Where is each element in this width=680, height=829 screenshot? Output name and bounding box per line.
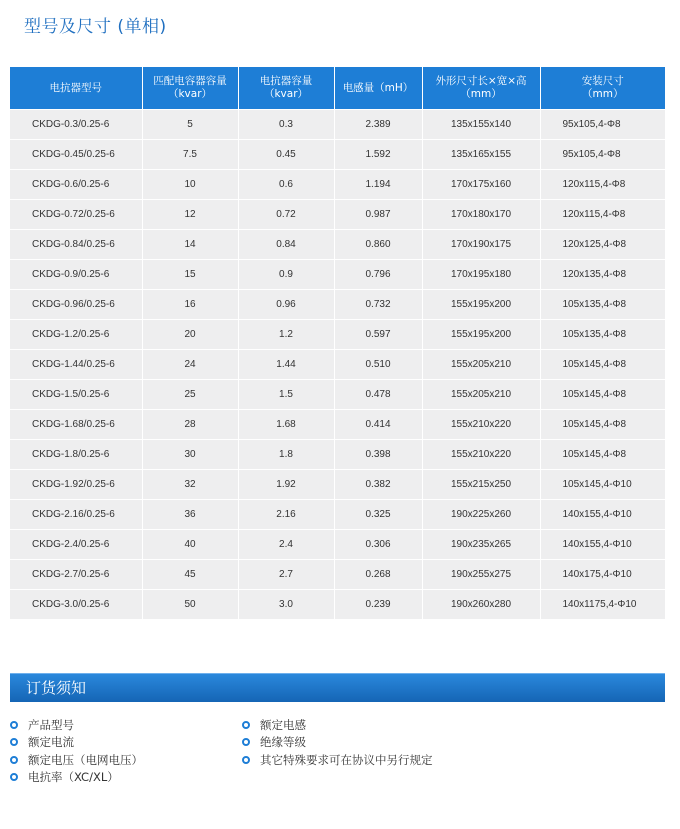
- bullet-icon: [10, 756, 18, 764]
- table-cell: 0.96: [238, 290, 334, 320]
- table-cell: 50: [142, 590, 238, 620]
- list-item: [242, 716, 433, 734]
- table-cell: 95x105,4-Φ8: [540, 110, 665, 140]
- table-row: [10, 320, 665, 350]
- table-cell: 2.16: [238, 500, 334, 530]
- table-cell: CKDG-1.2/0.25-6: [10, 320, 142, 350]
- column-header: [422, 67, 540, 110]
- table-cell: 15: [142, 260, 238, 290]
- table-cell: 0.478: [334, 380, 422, 410]
- list-item: [10, 751, 143, 769]
- table-cell: 40: [142, 530, 238, 560]
- table-cell: 1.68: [238, 410, 334, 440]
- table-cell: CKDG-2.7/0.25-6: [10, 560, 142, 590]
- list-item: [242, 751, 433, 769]
- table-cell: 120x125,4-Φ8: [540, 230, 665, 260]
- table-row: [10, 590, 665, 620]
- table-cell: 105x135,4-Φ8: [540, 320, 665, 350]
- table-cell: 36: [142, 500, 238, 530]
- table-cell: CKDG-0.6/0.25-6: [10, 170, 142, 200]
- column-header-label: 外形尺寸长×宽×高: [435, 75, 527, 87]
- table-cell: 140x1175,4-Φ10: [540, 590, 665, 620]
- table-cell: CKDG-1.44/0.25-6: [10, 350, 142, 380]
- spec-table: [10, 67, 665, 619]
- table-row: [10, 260, 665, 290]
- table-cell: 105x145,4-Φ8: [540, 380, 665, 410]
- table-cell: 0.72: [238, 200, 334, 230]
- column-header-label: 电抗器容量: [259, 75, 313, 87]
- table-cell: 1.92: [238, 470, 334, 500]
- table-cell: 10: [142, 170, 238, 200]
- table-row: [10, 140, 665, 170]
- column-header-label: 电感量（mH）: [342, 81, 414, 94]
- table-cell: 32: [142, 470, 238, 500]
- table-cell: CKDG-0.72/0.25-6: [10, 200, 142, 230]
- table-cell: 170x180x170: [422, 200, 540, 230]
- table-row: [10, 170, 665, 200]
- bullet-icon: [242, 738, 250, 746]
- table-cell: 170x175x160: [422, 170, 540, 200]
- table-cell: CKDG-2.4/0.25-6: [10, 530, 142, 560]
- table-cell: 28: [142, 410, 238, 440]
- table-cell: 120x115,4-Φ8: [540, 200, 665, 230]
- table-cell: 45: [142, 560, 238, 590]
- table-cell: 1.194: [334, 170, 422, 200]
- table-cell: 105x145,4-Φ8: [540, 350, 665, 380]
- table-body: [10, 110, 665, 620]
- table-cell: CKDG-1.68/0.25-6: [10, 410, 142, 440]
- column-header: [238, 67, 334, 110]
- list-item-label: 绝缘等级: [260, 735, 306, 750]
- table-row: [10, 440, 665, 470]
- list-item: [242, 734, 433, 752]
- table-cell: 7.5: [142, 140, 238, 170]
- table-cell: 1.44: [238, 350, 334, 380]
- table-cell: 190x260x280: [422, 590, 540, 620]
- table-cell: 0.732: [334, 290, 422, 320]
- table-row: [10, 500, 665, 530]
- table-row: [10, 350, 665, 380]
- table-cell: 105x145,4-Φ8: [540, 410, 665, 440]
- order-notes-list-left: [10, 716, 143, 786]
- table-cell: 140x175,4-Φ10: [540, 560, 665, 590]
- table-cell: 20: [142, 320, 238, 350]
- table-cell: CKDG-3.0/0.25-6: [10, 590, 142, 620]
- list-item-label: 额定电感: [260, 717, 306, 732]
- table-cell: 0.597: [334, 320, 422, 350]
- column-header: [142, 67, 238, 110]
- table-cell: 155x210x220: [422, 410, 540, 440]
- table-cell: 24: [142, 350, 238, 380]
- table-cell: 155x205x210: [422, 380, 540, 410]
- table-cell: 0.398: [334, 440, 422, 470]
- order-notes-list-right: [242, 716, 433, 769]
- column-header: [540, 67, 665, 110]
- table-cell: 1.2: [238, 320, 334, 350]
- table-row: [10, 410, 665, 440]
- table-cell: 155x195x200: [422, 290, 540, 320]
- table-cell: 0.796: [334, 260, 422, 290]
- table-cell: 1.592: [334, 140, 422, 170]
- bullet-icon: [10, 773, 18, 781]
- table-cell: 0.306: [334, 530, 422, 560]
- table-row: [10, 470, 665, 500]
- bullet-icon: [242, 721, 250, 729]
- bullet-icon: [10, 721, 18, 729]
- column-header-unit: （mm）: [460, 88, 502, 100]
- table-cell: 135x165x155: [422, 140, 540, 170]
- table-cell: 2.7: [238, 560, 334, 590]
- column-header-unit: （kvar）: [167, 88, 213, 100]
- table-row: [10, 560, 665, 590]
- table-cell: 0.84: [238, 230, 334, 260]
- list-item-label: 产品型号: [28, 717, 74, 732]
- table-cell: 0.987: [334, 200, 422, 230]
- table-cell: 155x195x200: [422, 320, 540, 350]
- table-cell: 170x190x175: [422, 230, 540, 260]
- page-title: 型号及尺寸 (单相): [24, 17, 167, 37]
- table-cell: CKDG-2.16/0.25-6: [10, 500, 142, 530]
- table-cell: 0.239: [334, 590, 422, 620]
- table-cell: 0.382: [334, 470, 422, 500]
- table-cell: 120x115,4-Φ8: [540, 170, 665, 200]
- table-header-row: [10, 67, 665, 110]
- table-cell: 190x225x260: [422, 500, 540, 530]
- table-cell: 190x235x265: [422, 530, 540, 560]
- table-cell: 155x205x210: [422, 350, 540, 380]
- column-header-label: 安装尺寸: [581, 75, 624, 87]
- table-cell: 0.9: [238, 260, 334, 290]
- table-cell: 0.510: [334, 350, 422, 380]
- bullet-icon: [10, 738, 18, 746]
- table-row: [10, 110, 665, 140]
- table-cell: 155x210x220: [422, 440, 540, 470]
- list-item-label: 电抗率（XC/XL）: [28, 770, 119, 785]
- column-header-unit: （mm）: [582, 88, 624, 100]
- table-cell: CKDG-0.3/0.25-6: [10, 110, 142, 140]
- list-item-label: 额定电压（电网电压）: [28, 752, 143, 767]
- table-cell: 5: [142, 110, 238, 140]
- table-row: [10, 380, 665, 410]
- table-cell: 95x105,4-Φ8: [540, 140, 665, 170]
- table-row: [10, 290, 665, 320]
- table-cell: 105x135,4-Φ8: [540, 290, 665, 320]
- table-cell: 155x215x250: [422, 470, 540, 500]
- table-row: [10, 200, 665, 230]
- order-notes-header: [10, 673, 665, 702]
- table-cell: 0.6: [238, 170, 334, 200]
- table-cell: 0.414: [334, 410, 422, 440]
- table-cell: 0.3: [238, 110, 334, 140]
- table-cell: CKDG-0.84/0.25-6: [10, 230, 142, 260]
- order-notes-title: 订货须知: [26, 679, 87, 697]
- list-item-label: 其它特殊要求可在协议中另行规定: [260, 752, 433, 767]
- column-header: [334, 67, 422, 110]
- table-cell: 105x145,4-Φ8: [540, 440, 665, 470]
- table-cell: CKDG-1.8/0.25-6: [10, 440, 142, 470]
- column-header-label: 匹配电容器容量: [153, 75, 227, 87]
- table-cell: 0.860: [334, 230, 422, 260]
- table-cell: CKDG-0.9/0.25-6: [10, 260, 142, 290]
- table-cell: 2.4: [238, 530, 334, 560]
- table-cell: 0.325: [334, 500, 422, 530]
- column-header-unit: （kvar）: [263, 88, 309, 100]
- table-cell: 30: [142, 440, 238, 470]
- table-row: [10, 530, 665, 560]
- table-cell: 3.0: [238, 590, 334, 620]
- table-cell: 12: [142, 200, 238, 230]
- table-cell: 2.389: [334, 110, 422, 140]
- column-header: [10, 67, 142, 110]
- table-cell: 140x155,4-Φ10: [540, 500, 665, 530]
- table-cell: 25: [142, 380, 238, 410]
- list-item: [10, 734, 143, 752]
- table-cell: 14: [142, 230, 238, 260]
- table-cell: CKDG-0.96/0.25-6: [10, 290, 142, 320]
- list-item: [10, 716, 143, 734]
- table-cell: 170x195x180: [422, 260, 540, 290]
- table-cell: 0.268: [334, 560, 422, 590]
- column-header-label: 电抗器型号: [49, 81, 102, 94]
- table-row: [10, 230, 665, 260]
- table-cell: 1.5: [238, 380, 334, 410]
- table-cell: 120x135,4-Φ8: [540, 260, 665, 290]
- table-cell: CKDG-1.92/0.25-6: [10, 470, 142, 500]
- list-item-label: 额定电流: [28, 735, 74, 750]
- table-cell: 135x155x140: [422, 110, 540, 140]
- table-cell: CKDG-0.45/0.25-6: [10, 140, 142, 170]
- table-cell: 16: [142, 290, 238, 320]
- table-cell: 1.8: [238, 440, 334, 470]
- list-item: [10, 769, 143, 787]
- table-cell: 0.45: [238, 140, 334, 170]
- table-cell: CKDG-1.5/0.25-6: [10, 380, 142, 410]
- bullet-icon: [242, 756, 250, 764]
- table-cell: 105x145,4-Φ10: [540, 470, 665, 500]
- table-cell: 190x255x275: [422, 560, 540, 590]
- table-cell: 140x155,4-Φ10: [540, 530, 665, 560]
